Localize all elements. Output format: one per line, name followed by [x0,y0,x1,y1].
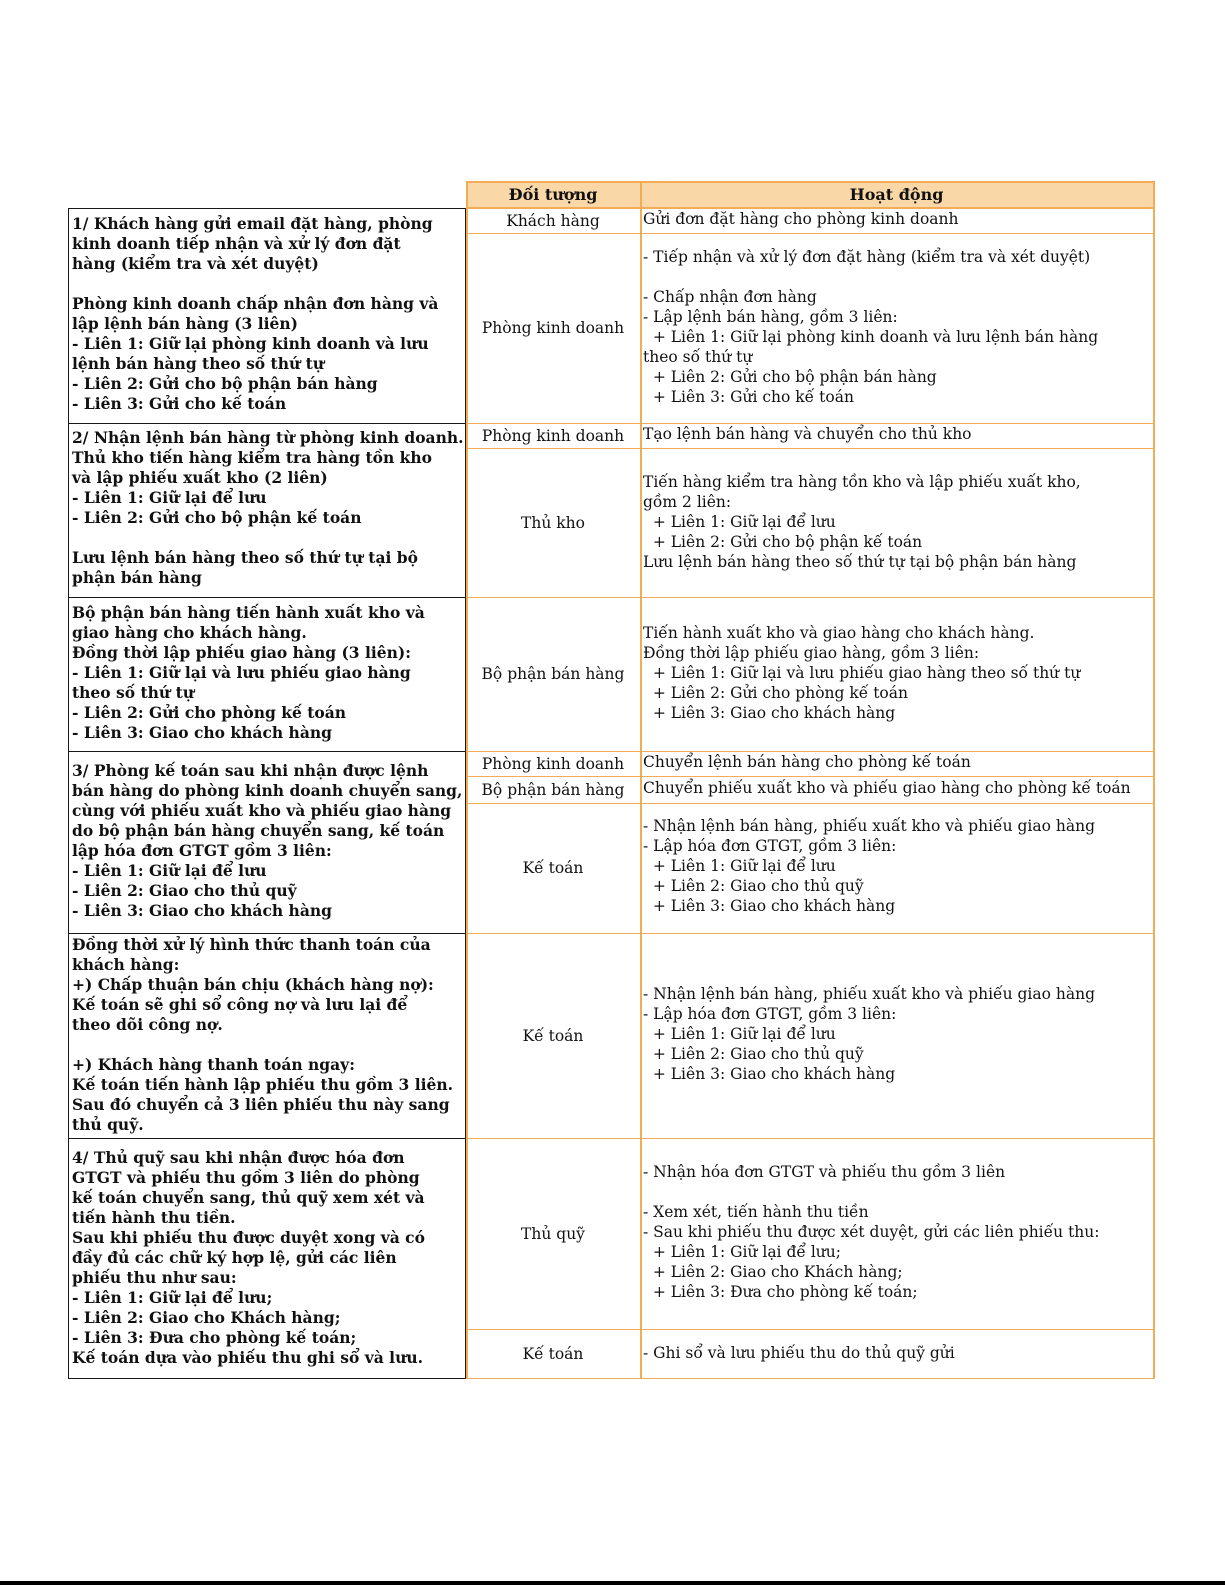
activity-line: + Liên 1: Giữ lại để lưu [643,1025,836,1043]
grid-line [640,181,642,1379]
object-cell: Phòng kinh doanh [481,426,625,445]
left-block-line: theo số thứ tự [72,683,195,702]
left-block-line: phận bán hàng [72,568,202,587]
left-block-line: - Liên 3: Đưa cho phòng kế toán; [72,1328,357,1347]
left-block-line: Kế toán sẽ ghi sổ công nợ và lưu lại để [72,995,408,1014]
object-cell: Kế toán [522,1344,584,1363]
left-block-line: - Liên 2: Giao cho thủ quỹ [72,881,297,900]
grid-line [1153,181,1155,1379]
grid-line [466,181,468,1379]
object-cell: Bộ phận bán hàng [481,780,625,799]
activity-line: Chuyển phiếu xuất kho và phiếu giao hàng cho phòng kế toán [643,779,1131,797]
left-block-line: đầy đủ các chữ ký hợp lệ, gửi các liên [72,1248,397,1267]
activity-line: + Liên 3: Giao cho khách hàng [643,1065,896,1083]
left-block-line: phiếu thu như sau: [72,1268,237,1287]
left-block-line: giao hàng cho khách hàng. [72,623,307,642]
grid-line [466,448,1155,449]
left-block-line: thủ quỹ. [72,1115,144,1134]
activity-line: + Liên 1: Giữ lại để lưu [643,857,836,875]
activity-line: + Liên 3: Giao cho khách hàng [643,704,896,722]
activity-line: - Tiếp nhận và xử lý đơn đặt hàng (kiểm tra và xét duyệt) [643,248,1091,266]
grid-line [466,1378,1155,1379]
left-block-line: 4/ Thủ quỹ sau khi nhận được hóa đơn [72,1148,405,1167]
activity-line: Tiến hành xuất kho và giao hàng cho khách hàng. [643,624,1035,642]
left-block-line: - Liên 1: Giữ lại phòng kinh doanh và lưu [72,334,429,353]
activity-line: gồm 2 liên: [643,493,732,511]
activity-line: + Liên 2: Gửi cho bộ phận kế toán [643,533,923,551]
left-block-line: bán hàng do phòng kinh doanh chuyển sang, [72,781,463,800]
activity-line: - Chấp nhận đơn hàng [643,288,817,306]
grid-line [68,423,466,424]
activity-line: - Nhận lệnh bán hàng, phiếu xuất kho và phiếu giao hàng [643,817,1095,835]
activity-line: Chuyển lệnh bán hàng cho phòng kế toán [643,753,971,771]
left-block-line: Sau khi phiếu thu được duyệt xong và có [72,1228,425,1247]
activity-line: + Liên 3: Đưa cho phòng kế toán; [643,1283,918,1301]
grid-line [466,423,1155,424]
left-block-line: do bộ phận bán hàng chuyển sang, kế toán [72,821,445,840]
activity-line: + Liên 1: Giữ lại để lưu; [643,1243,841,1261]
activity-line: Gửi đơn đặt hàng cho phòng kinh doanh [643,210,959,228]
activity-line: - Ghi sổ và lưu phiếu thu do thủ quỹ gửi [643,1344,955,1362]
grid-line [466,933,1155,934]
left-block-line: kinh doanh tiếp nhận và xử lý đơn đặt [72,234,401,253]
left-block-line: - Liên 3: Giao cho khách hàng [72,901,332,920]
left-block-line: khách hàng: [72,955,180,974]
grid-line [68,933,466,934]
activity-line: - Sau khi phiếu thu được xét duyệt, gửi các liên phiếu thu: [643,1223,1100,1241]
left-block-line: +) Chấp thuận bán chịu (khách hàng nợ): [72,975,434,994]
grid-line [466,803,1155,804]
grid-line [466,776,1155,777]
grid-line [466,597,1155,598]
left-block-line: Kế toán tiến hành lập phiếu thu gồm 3 liên. [72,1075,453,1094]
grid-line [466,207,1153,209]
grid-line [68,597,466,598]
left-block-line: Đồng thời lập phiếu giao hàng (3 liên): [72,643,411,662]
activity-line: + Liên 3: Gửi cho kế toán [643,388,854,406]
activity-line: + Liên 2: Gửi cho phòng kế toán [643,684,908,702]
left-block-line: GTGT và phiếu thu gồm 3 liên do phòng [72,1168,420,1187]
left-block-line: Kế toán dựa vào phiếu thu ghi sổ và lưu. [72,1348,424,1367]
left-block-line: hàng (kiểm tra và xét duyệt) [72,254,319,273]
activity-line: - Nhận hóa đơn GTGT và phiếu thu gồm 3 liên [643,1163,1006,1181]
left-block-line: +) Khách hàng thanh toán ngay: [72,1055,355,1074]
left-block-line: - Liên 2: Gửi cho bộ phận kế toán [72,508,362,527]
grid-line [466,1329,1155,1330]
activity-line: - Xem xét, tiến hành thu tiền [643,1203,869,1221]
left-block-line: lệnh bán hàng theo số thứ tự [72,354,325,373]
left-block-line: Phòng kinh doanh chấp nhận đơn hàng và [72,294,439,313]
left-block-line: - Liên 3: Giao cho khách hàng [72,723,332,742]
activity-line: - Lập hóa đơn GTGT, gồm 3 liên: [643,1005,897,1023]
activity-line: - Lập hóa đơn GTGT, gồm 3 liên: [643,837,897,855]
left-block-line: lập hóa đơn GTGT gồm 3 liên: [72,841,332,860]
grid-line [68,1378,466,1379]
left-block-line: Đồng thời xử lý hình thức thanh toán của [72,935,431,954]
activity-line: theo số thứ tự [643,348,753,366]
left-block-line: và lập phiếu xuất kho (2 liên) [72,468,328,487]
activity-line: Tạo lệnh bán hàng và chuyển cho thủ kho [643,425,972,443]
left-block-line: - Liên 1: Giữ lại để lưu; [72,1288,273,1307]
header-activity: Hoạt động [640,182,1153,208]
activity-line: + Liên 1: Giữ lại phòng kinh doanh và lưu lệnh bán hàng [643,328,1099,346]
left-block-line: lập lệnh bán hàng (3 liên) [72,314,298,333]
left-block-line: - Liên 2: Gửi cho bộ phận bán hàng [72,374,378,393]
left-block-line: - Liên 3: Gửi cho kế toán [72,394,287,413]
grid-line [466,233,1155,234]
activity-line: + Liên 3: Giao cho khách hàng [643,897,896,915]
left-block-line: 2/ Nhận lệnh bán hàng từ phòng kinh doanh. [72,428,464,447]
activity-line: + Liên 1: Giữ lại và lưu phiếu giao hàng theo số thứ tự [643,664,1081,682]
left-block-line: - Liên 1: Giữ lại và lưu phiếu giao hàng [72,663,411,682]
object-cell: Phòng kinh doanh [481,754,625,773]
object-cell: Bộ phận bán hàng [481,665,625,683]
left-block-line: Sau đó chuyển cả 3 liên phiếu thu này sang [72,1095,450,1114]
activity-line: + Liên 2: Giao cho thủ quỹ [643,877,864,895]
activity-line: Đồng thời lập phiếu giao hàng, gồm 3 liên: [643,644,980,662]
object-cell: Khách hàng [506,211,600,230]
left-block-line: tiến hành thu tiền. [72,1208,236,1227]
grid-line [466,1138,1155,1139]
grid-line [68,751,466,752]
left-block-line: - Liên 2: Gửi cho phòng kế toán [72,703,347,722]
grid-line [466,181,1153,183]
left-block-line: 1/ Khách hàng gửi email đặt hàng, phòng [72,214,433,233]
object-cell: Thủ kho [521,513,585,532]
left-block-line: kế toán chuyển sang, thủ quỹ xem xét và [72,1188,425,1207]
left-block-line: - Liên 2: Giao cho Khách hàng; [72,1308,341,1327]
grid-line [68,1138,466,1139]
activity-line: + Liên 2: Gửi cho bộ phận bán hàng [643,368,937,386]
left-block-line: Thủ kho tiến hàng kiểm tra hàng tồn kho [72,448,432,467]
left-block-line: Bộ phận bán hàng tiến hành xuất kho và [72,603,425,622]
activity-line: + Liên 2: Giao cho Khách hàng; [643,1263,903,1281]
activity-line: + Liên 2: Giao cho thủ quỹ [643,1045,864,1063]
grid-line [68,208,69,1378]
activity-line: + Liên 1: Giữ lại để lưu [643,513,836,531]
grid-line [465,208,466,1378]
object-cell: Kế toán [522,859,584,877]
object-cell: Phòng kinh doanh [481,319,625,337]
left-block-line: theo dõi công nợ. [72,1015,223,1034]
page-bottom-rule [0,1581,1225,1585]
object-cell: Thủ quỹ [521,1224,585,1243]
activity-line: Tiến hàng kiểm tra hàng tồn kho và lập phiếu xuất kho, [643,473,1081,491]
left-block-line: cùng với phiếu xuất kho và phiếu giao hàng [72,801,452,820]
activity-line: - Lập lệnh bán hàng, gồm 3 liên: [643,308,898,326]
activity-line: - Nhận lệnh bán hàng, phiếu xuất kho và phiếu giao hàng [643,985,1095,1003]
left-block-line: - Liên 1: Giữ lại để lưu [72,488,267,507]
left-block-line: Lưu lệnh bán hàng theo số thứ tự tại bộ [72,548,418,567]
activity-line: Lưu lệnh bán hàng theo số thứ tự tại bộ phận bán hàng [643,553,1077,571]
left-block-line: - Liên 1: Giữ lại để lưu [72,861,267,880]
grid-line [466,751,1155,752]
left-block-line: 3/ Phòng kế toán sau khi nhận được lệnh [72,761,429,780]
object-cell: Kế toán [522,1026,584,1045]
grid-line [68,208,466,209]
header-object: Đối tượng [466,182,640,208]
